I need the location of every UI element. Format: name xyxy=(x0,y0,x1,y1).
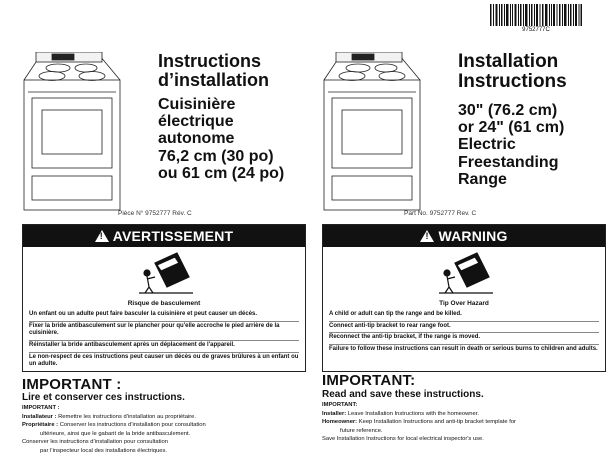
installer-note xyxy=(22,414,306,422)
subtitle-line: autonome xyxy=(158,130,235,148)
hazard-line: Fixer la bride antibasculement sur le plancher pour qu'elle accroche le pied arrière de la cuisinière. xyxy=(29,322,299,341)
owner-note-cont: ultérieure, ainsi que le gabarit de la bride antibasculement. xyxy=(40,430,191,437)
french-column xyxy=(18,0,310,470)
keep-note-cont: par l’inspecteur local des installations électriques. xyxy=(40,447,167,454)
owner-label: Propriétaire : xyxy=(22,422,59,429)
owner-text: Keep Installation Instructions and anti-tip bracket template for xyxy=(358,419,516,426)
important-label: IMPORTANT: xyxy=(322,402,358,408)
warning-heading-fr xyxy=(23,225,305,247)
important-body-en xyxy=(322,402,606,445)
important-label: IMPORTANT : xyxy=(22,405,60,411)
hazard-line: Failure to follow these instructions can result in death or serious burns to children and adults. xyxy=(329,346,598,353)
title-block-en xyxy=(458,52,598,188)
owner-note-cont: future reference. xyxy=(340,427,383,434)
page-title-en: Installation Instructions xyxy=(458,51,567,92)
owner-text: Conserver les instructions d’installation pour consultation xyxy=(59,422,206,429)
owner-note xyxy=(22,422,306,430)
range-illustration xyxy=(22,52,122,212)
warning-box-en xyxy=(322,224,606,372)
hazard-line: A child or adult can tip the range and be killed. xyxy=(329,310,599,322)
hazard-title-fr: Risque de basculement xyxy=(127,300,201,307)
page-title-fr: Instructions d’installation xyxy=(158,51,270,90)
subtitle-line: Freestanding xyxy=(458,153,559,171)
important-body-fr xyxy=(22,405,306,456)
subtitle-line: électrique xyxy=(158,113,234,131)
subtitle-line: Range xyxy=(458,170,507,188)
barcode-number: 9752777C xyxy=(522,27,550,33)
subtitle-line: Electric xyxy=(458,136,516,154)
warning-heading-en xyxy=(323,225,605,247)
important-subtitle-en: Read and save these instructions. xyxy=(322,389,484,400)
subtitle-line: 76,2 cm (30 po) xyxy=(158,147,274,165)
range-illustration xyxy=(322,52,422,212)
part-number-en: Part No. 9752777 Rev. C xyxy=(404,210,477,217)
english-column xyxy=(318,0,610,470)
owner-note xyxy=(322,419,606,427)
important-title-fr: IMPORTANT : xyxy=(22,376,122,393)
hazard-line: Un enfant ou un adulte peut faire basculer la cuisinière et peut causer un décès. xyxy=(29,310,299,322)
subtitle-fr xyxy=(158,96,310,182)
warning-box-fr xyxy=(22,224,306,372)
subtitle-en xyxy=(458,102,598,188)
installer-text: Remettre les instructions d’installation au propriétaire. xyxy=(58,413,196,420)
hazard-lines-fr xyxy=(29,310,299,371)
important-title-en: IMPORTANT: xyxy=(322,372,416,389)
installer-note xyxy=(322,411,606,419)
hazard-line: Reconnect the anti-tip bracket, if the range is moved. xyxy=(329,333,599,345)
hazard-line: Le non-respect de ces instructions peut causer un décès ou de graves brûlures à un enfant ou un adulte. xyxy=(29,353,299,368)
warning-heading-text: WARNING xyxy=(438,228,508,244)
owner-label: Homeowner: xyxy=(322,419,358,426)
subtitle-line: 30" (76.2 cm) xyxy=(458,101,558,119)
hazard-line: Réinstaller la bride antibasculement après un déplacement de l'appareil. xyxy=(29,341,299,353)
hazard-lines-en xyxy=(329,310,599,356)
tip-over-hazard-icon xyxy=(435,249,495,297)
installer-label: Installateur : xyxy=(22,413,57,420)
important-subtitle-fr: Lire et conserver ces instructions. xyxy=(22,392,185,403)
hazard-line: Connect anti-tip bracket to rear range foot. xyxy=(329,322,599,334)
subtitle-line: or 24" (61 cm) xyxy=(458,119,565,137)
tip-over-hazard-icon xyxy=(135,249,195,297)
warning-triangle-icon xyxy=(95,230,109,242)
installer-label: Installer: xyxy=(322,410,347,417)
keep-note: Save Installation Instructions for local electrical inspector's use. xyxy=(322,436,484,443)
keep-note: Conserver les instructions d’installation pour consultation xyxy=(22,439,168,446)
subtitle-line: Cuisinière xyxy=(158,95,236,113)
hazard-title-en: Tip Over Hazard xyxy=(439,300,489,307)
part-number-fr: Pièce N° 9752777 Rév. C xyxy=(118,210,192,217)
installer-text: Leave Installation Instructions with the homeowner. xyxy=(347,410,479,417)
subtitle-line: ou 61 cm (24 po) xyxy=(158,164,285,182)
title-block-fr xyxy=(158,52,310,182)
warning-heading-text: AVERTISSEMENT xyxy=(112,228,234,244)
warning-triangle-icon xyxy=(420,230,434,242)
